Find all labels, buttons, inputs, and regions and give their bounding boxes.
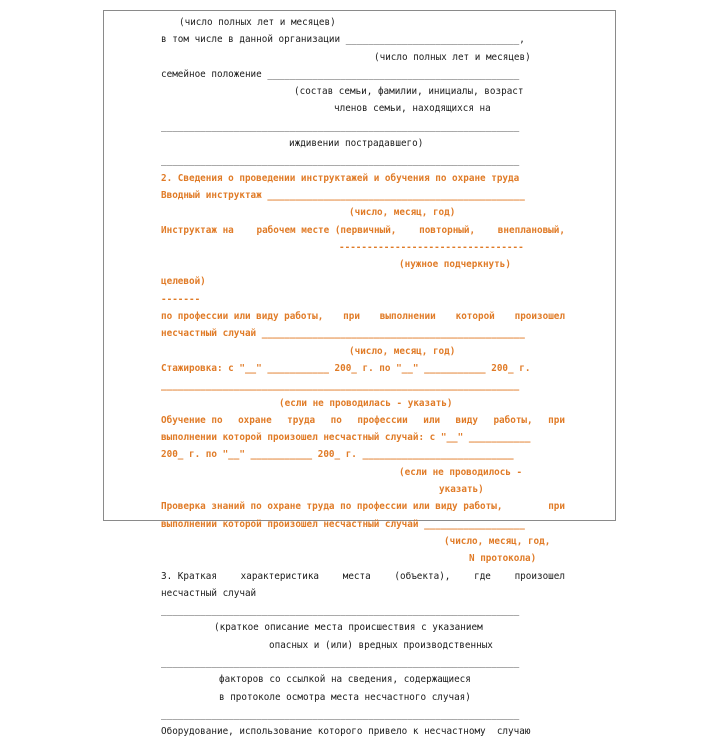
caption-date-2: (число, месяц, год) (349, 345, 456, 357)
line-targeted: целевой) (161, 276, 206, 288)
line-training-3: 200_ г. по "__" ___________ 200_ г. ___________________________ (161, 449, 514, 461)
line-training-2: выполнении которой произошел несчастный случай: с "__" ___________ (161, 432, 531, 444)
dash-line-short: ------- (161, 293, 201, 305)
blank-line: ________________________________________________________________ (161, 120, 520, 132)
caption-place-description: (краткое описание места происшествия с указанием (214, 622, 483, 634)
line-accident: несчастный случай _______________________________________________ (161, 328, 525, 340)
blank-line: ________________________________________________________________ (161, 155, 520, 167)
caption-age: (число полных лет и месяцев) (179, 17, 336, 28)
line-intro-briefing: Вводный инструктаж ______________________________________________ (161, 189, 525, 201)
line-knowledge-check-2: выполнении которой произошел несчастный случай __________________ (161, 518, 525, 530)
line-training: Обучение по охране труда по профессии или виду работы, при (161, 414, 565, 426)
caption-specify: указать) (439, 484, 484, 496)
document-text (161, 14, 565, 740)
line-workplace-briefing: Инструктаж на рабочем месте (первичный, повторный, внеплановый, (161, 224, 565, 236)
caption-underline-needed: (нужное подчеркнуть) (399, 259, 511, 271)
caption-family-2: членов семьи, находящихся на (334, 103, 491, 115)
caption-inspection-protocol: в протоколе осмотра места несчастного случая) (219, 691, 471, 703)
line-profession: по профессии или виду работы, при выполнении которой произошел (161, 311, 565, 323)
section-2-heading: 2. Сведения о проведении инструктажей и обучения по охране труда (161, 172, 520, 184)
line-internship: Стажировка: с "__" ___________ 200_ г. по "__" ___________ 200_ г. (161, 362, 531, 374)
caption-date-protocol: (число, месяц, год, (444, 535, 551, 547)
line-accident-place: несчастный случай (161, 587, 257, 599)
caption-hazard-factors: опасных и (или) вредных производственных (269, 639, 493, 651)
blank-line: ________________________________________________________________ (161, 656, 520, 668)
dash-line: --------------------------------- (339, 241, 524, 253)
blank-line: ________________________________________________________________ (161, 708, 520, 720)
line-knowledge-check: Проверка знаний по охране труда по профессии или виду работы, при (161, 501, 565, 513)
caption-reference: факторов со ссылкой на сведения, содержащиеся (219, 674, 471, 686)
blank-line: ________________________________________________________________ (161, 605, 520, 617)
caption-if-not-held: (если не проводилась - указать) (279, 397, 453, 409)
line-family-status: семейное положение _____________________________________________ (161, 68, 520, 80)
caption-dependents: иждивении пострадавшего) (289, 138, 424, 150)
caption-date: (число, месяц, год) (349, 207, 456, 219)
caption-if-not-held-2: (если не проводилось - (399, 466, 523, 478)
section-3-heading: 3. Краткая характеристика места (объекта), где произошел (161, 570, 565, 582)
caption-protocol-number: N протокола) (469, 553, 537, 565)
blank-line-accent: ________________________________________________________________ (161, 380, 520, 392)
caption-family-1: (состав семьи, фамилии, инициалы, возраст (294, 86, 524, 98)
caption-age-2: (число полных лет и месяцев) (374, 51, 531, 63)
line-in-organization: в том числе в данной организации _______________________________, (161, 34, 525, 46)
document-page (103, 10, 616, 738)
line-equipment: Оборудование, использование которого привело к несчастному случаю (161, 726, 531, 738)
